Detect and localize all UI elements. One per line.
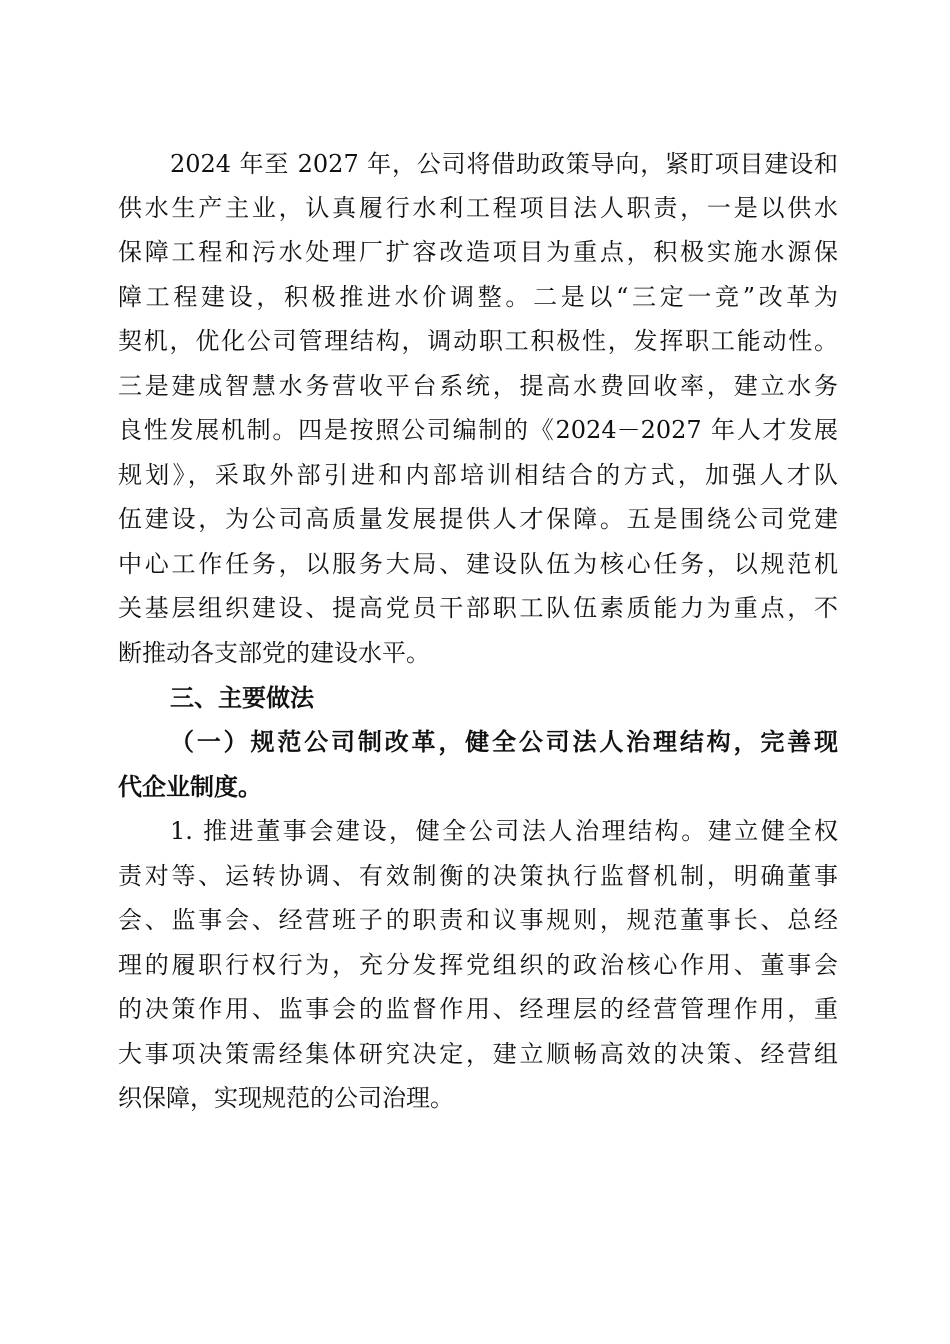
paragraph-1-line-11: 关基层组织建设、提高党员干部职工队伍素质能力为重点，不 bbox=[118, 594, 838, 622]
paragraph-1-line-3: 保障工程和污水处理厂扩容改造项目为重点，积极实施水源保 bbox=[118, 238, 838, 266]
section-heading: 三、主要做法 bbox=[170, 684, 314, 712]
paragraph-2-line-5: 的决策作用、监事会的监督作用、经理层的经营管理作用，重 bbox=[118, 995, 838, 1023]
paragraph-1-line-9: 伍建设，为公司高质量发展提供人才保障。五是围绕公司党建 bbox=[118, 505, 838, 533]
paragraph-2-line-4: 理的履职行权行为，充分发挥党组织的政治核心作用、董事会 bbox=[118, 951, 838, 979]
subsection-heading-line-2: 代企业制度。 bbox=[118, 772, 262, 801]
paragraph-1-line-5: 契机，优化公司管理结构，调动职工积极性，发挥职工能动性。 bbox=[118, 327, 838, 355]
paragraph-1-line-2: 供水生产主业，认真履行水利工程项目法人职责，一是以供水 bbox=[118, 194, 838, 222]
paragraph-1-line-7: 良性发展机制。四是按照公司编制的《2024－2027 年人才发展 bbox=[118, 416, 838, 444]
paragraph-2-line-7: 织保障，实现规范的公司治理。 bbox=[118, 1084, 454, 1112]
paragraph-1-line-8: 规划》，采取外部引进和内部培训相结合的方式，加强人才队 bbox=[118, 461, 838, 489]
paragraph-1-line-10: 中心工作任务，以服务大局、建设队伍为核心任务，以规范机 bbox=[118, 550, 838, 578]
subsection-heading-line-1: （一）规范公司制改革，健全公司法人治理结构，完善现 bbox=[170, 727, 838, 756]
paragraph-2-line-2: 责对等、运转协调、有效制衡的决策执行监督机制，明确董事 bbox=[118, 862, 838, 890]
paragraph-1-line-6: 三是建成智慧水务营收平台系统，提高水费回收率，建立水务 bbox=[118, 372, 838, 400]
paragraph-2-line-1: 1. 推进董事会建设，健全公司法人治理结构。建立健全权 bbox=[170, 817, 838, 845]
paragraph-2-line-6: 大事项决策需经集体研究决定，建立顺畅高效的决策、经营组 bbox=[118, 1040, 838, 1068]
paragraph-1-line-12: 断推动各支部党的建设水平。 bbox=[118, 639, 430, 667]
paragraph-1-line-1: 2024 年至 2027 年，公司将借助政策导向，紧盯项目建设和 bbox=[170, 150, 838, 178]
paragraph-1-line-4: 障工程建设，积极推进水价调整。二是以“三定一竞”改革为 bbox=[118, 283, 838, 311]
paragraph-2-line-3: 会、监事会、经营班子的职责和议事规则，规范董事长、总经 bbox=[118, 906, 838, 934]
